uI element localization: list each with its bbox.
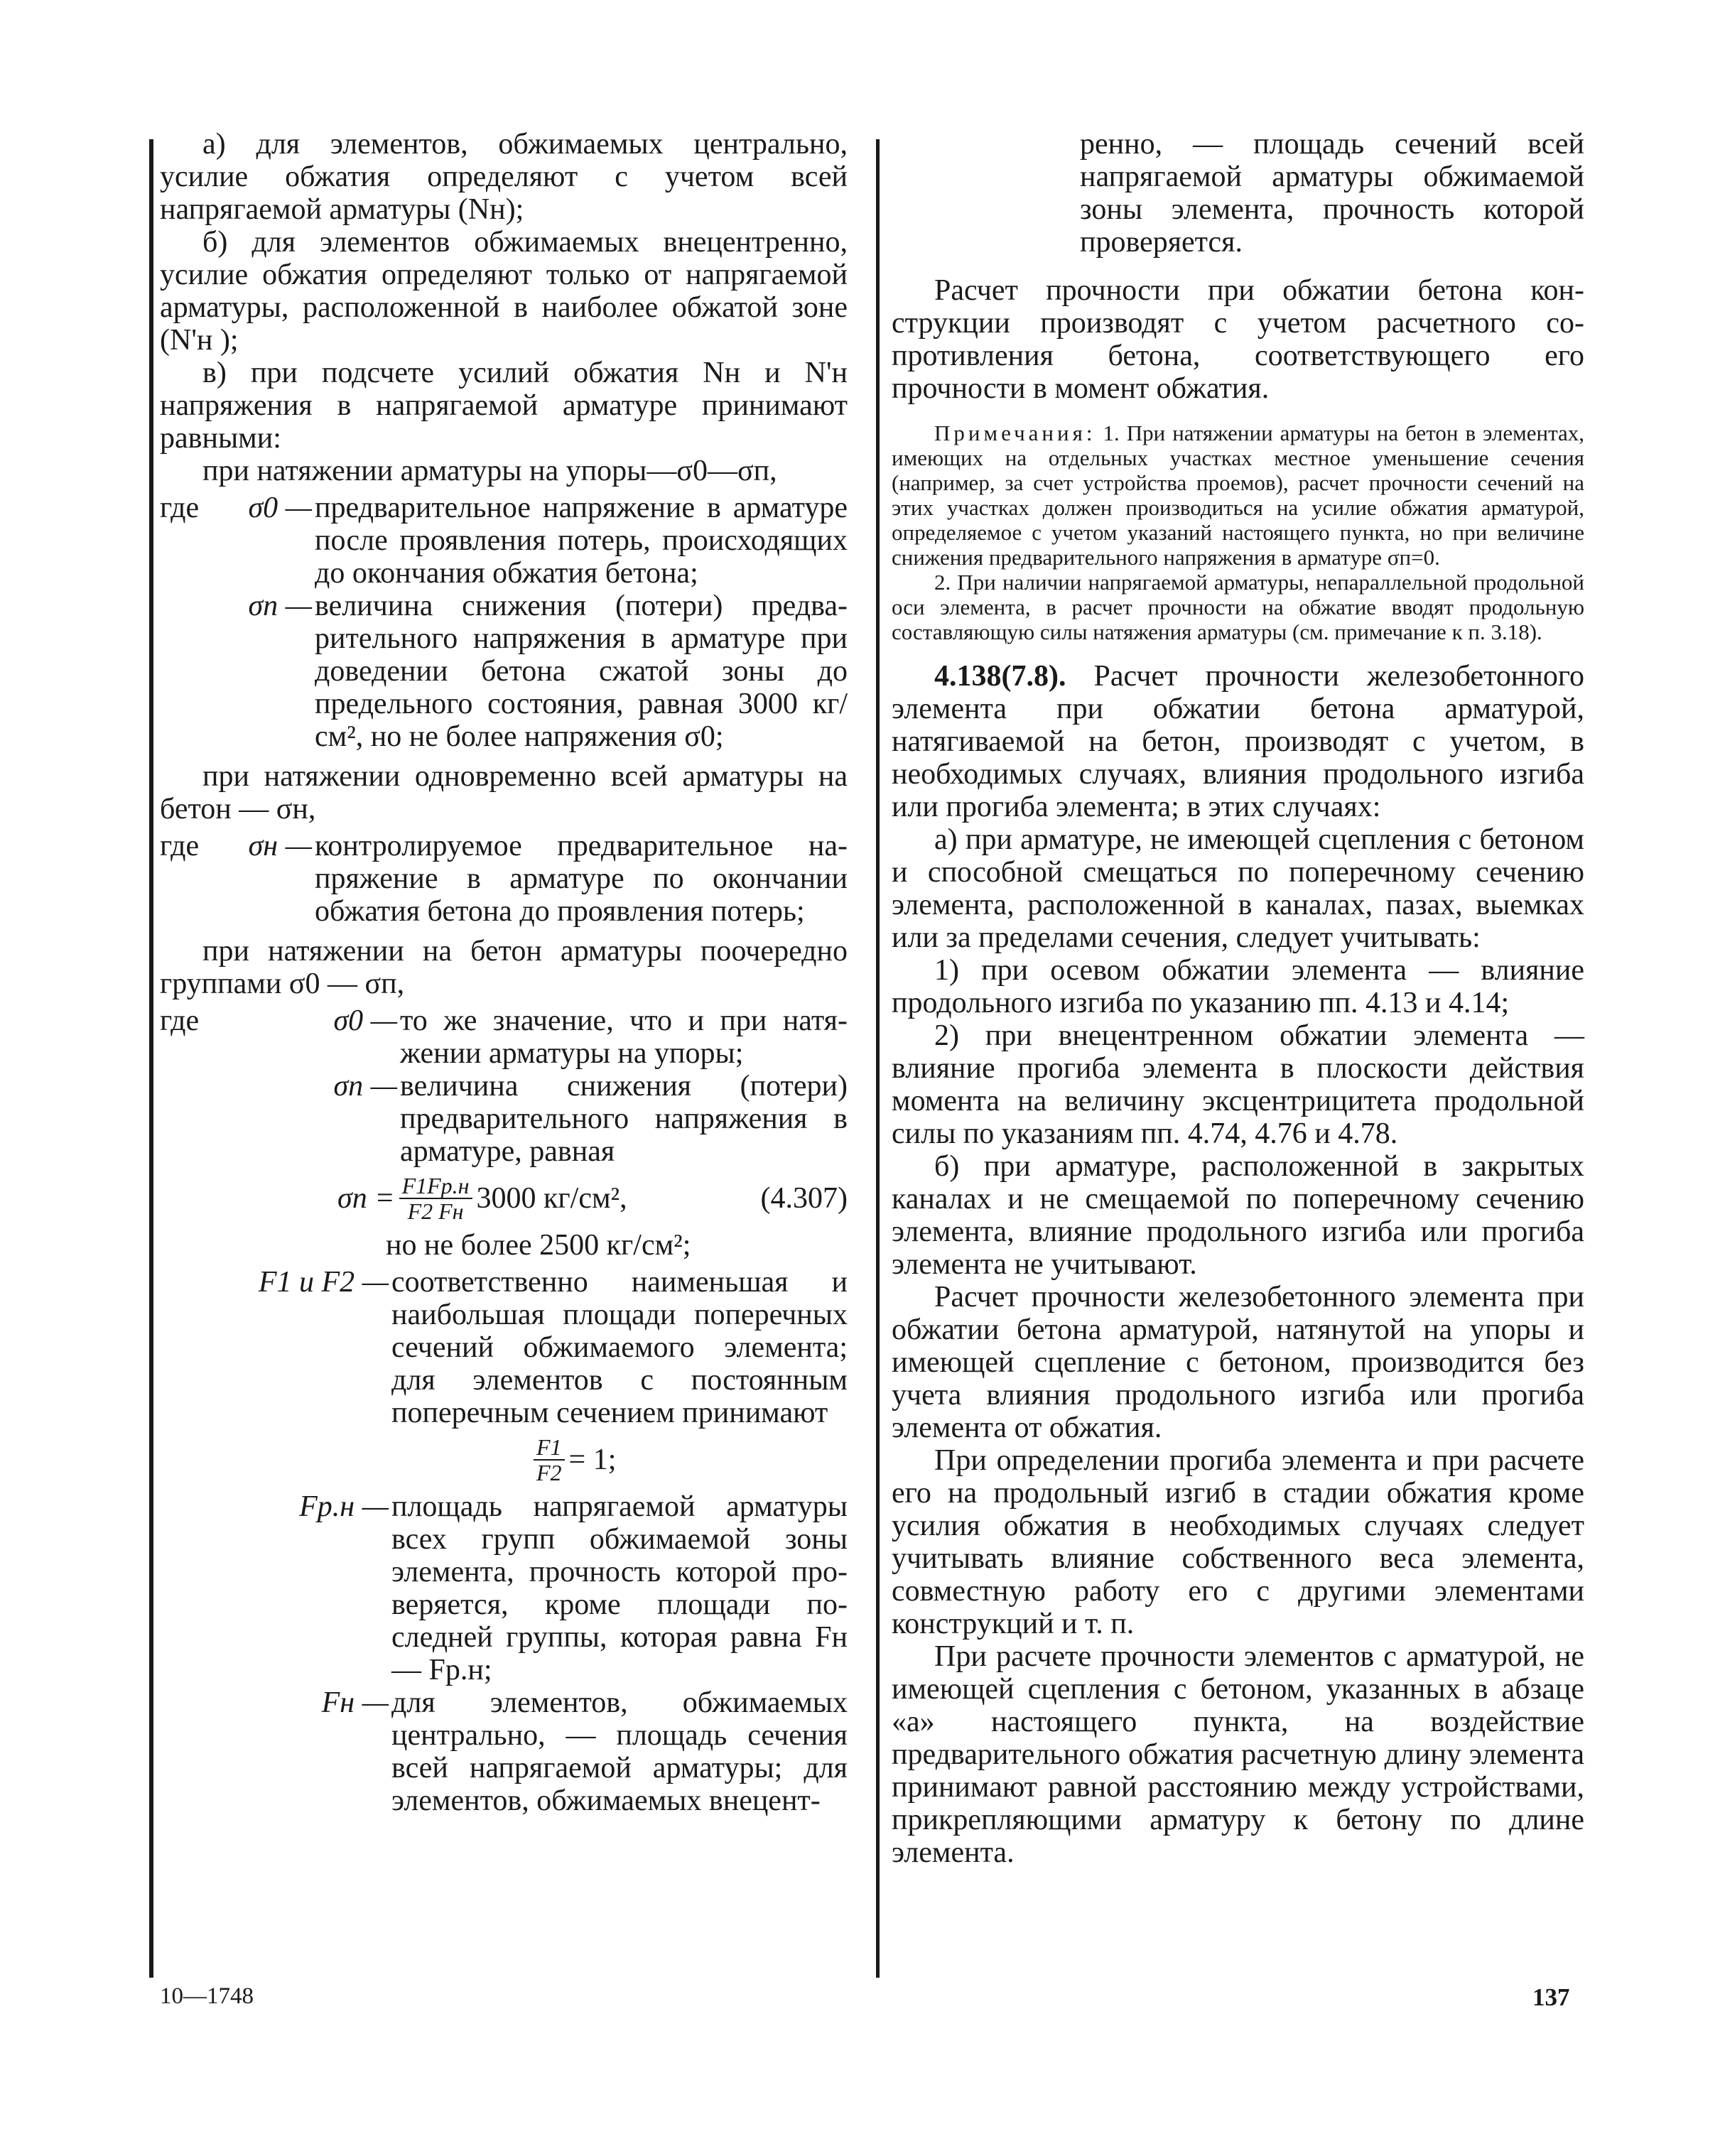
definition-list — [160, 1266, 848, 1429]
definition-symbol: σ0 — — [248, 492, 312, 524]
definition-text: предварительное напряжение в арматуре после проявления потерь, происходящих до окончания обжатия бетона; — [315, 492, 848, 590]
definition-list — [160, 492, 848, 753]
paragraph: а) для элементов, обжимаемых центрально, усилие обжатия определяют с учетом всей напрягаемой арматуры (Nн); — [160, 128, 848, 226]
notes-heading: Примечания: — [934, 421, 1096, 445]
definition-list — [160, 1004, 848, 1168]
paragraph: Расчет прочности железобетонного элемента при обжатии бетона арматурой, натянутой на упоры и имеющей сцепление с бетоном, производится без учета влияния продольного изгиба или прогиба элемента от обжатия. — [892, 1281, 1584, 1444]
formula-rhs: 3000 кг/см², — [476, 1182, 627, 1215]
definition-symbol: Fн — — [321, 1686, 389, 1719]
left-margin-rule — [149, 139, 153, 1978]
section-paragraph — [892, 660, 1584, 823]
definition-symbol: σ0 — — [333, 1004, 397, 1037]
print-code: 10—1748 — [160, 1983, 254, 2009]
fraction-denominator: F2 Fн — [407, 1198, 464, 1224]
notes-block — [892, 421, 1584, 644]
paragraph: 2) при внецентренном обжатии элемента — влияние прогиба элемента в плоскости действия момента на величину эксцентрицитета продольной силы по указаниям пп. 4.74, 4.76 и 4.78. — [892, 1019, 1584, 1150]
definition-symbol: Fр.н — — [299, 1490, 389, 1523]
note-1 — [892, 421, 1584, 570]
paragraph: в) при подсчете усилий обжатия Nн и N'н напряжения в напрягаемой арматуре принимают равными: — [160, 357, 848, 455]
fraction-denominator: F2 — [536, 1460, 562, 1485]
paragraph: б) при арматуре, расположенной в закрытых каналах и не смещаемой по поперечному сечению элемента, влияние продольного изгиба или прогиба элемента не учитывают. — [892, 1150, 1584, 1281]
definition-text: для элементов, обжимаемых центрально, — площадь сечения всей напрягаемой арматуры; для элементов, обжимаемых внецент- — [391, 1686, 848, 1817]
note-2: 2. При наличии напрягаемой арматуры, непараллельной продольной оси элемента, в расчет прочности на обжатие вводят продольную составляющую силы натяжения арматуры (см. примечание к п. 3.18). — [892, 570, 1584, 644]
formula-rhs: = 1; — [568, 1443, 617, 1476]
right-column — [892, 128, 1584, 1869]
formula-fraction — [534, 1435, 565, 1485]
paragraph: При расчете прочности элементов с арматурой, не имеющей сцепления с бетоном, указанных в абзаце «а» настоящего пункта, на воздействие предварительного обжатия расчетную длину элемента принимают равной расстоянию между устройствами, прикрепляющими арматуру к бетону по длине элемента. — [892, 1640, 1584, 1869]
column-divider-rule — [876, 139, 880, 1978]
section-number: 4.138(7.8). — [934, 660, 1066, 693]
definition-symbol: σн — — [248, 830, 312, 862]
definition-text: то же значение, что и при натяжении арматуры на упоры; — [400, 1004, 848, 1070]
formula-number: (4.307) — [760, 1182, 848, 1215]
paragraph: а) при арматуре, не имеющей сцепления с бетоном и способной смещаться по поперечному сечению элемента, расположенной в каналах, пазах, выемках или за пределами сечения, следует учитывать: — [892, 823, 1584, 954]
paragraph: 1) при осевом обжатии элемента — влияние продольного изгиба по указанию пп. 4.13 и 4.14; — [892, 954, 1584, 1019]
section-text: Расчет прочности железобетонного элемента при обжатии бетона арматурой, натягиваемой на бетон, производят с учетом, в необходимых случаях, влияния продольного изгиба или прогиба элемента; в этих случаях: — [892, 660, 1584, 823]
definition-list — [160, 830, 848, 928]
where-label: где — [160, 830, 200, 862]
where-label: где — [160, 1004, 200, 1037]
page-number: 137 — [1532, 1983, 1570, 2011]
definition-symbol: σп — — [333, 1070, 397, 1103]
paragraph: при натяжении на бетон арматуры поочередно группами σ0 — σп, — [160, 935, 848, 1000]
definition-text: величина снижения (потери) предварительного напряжения в арматуре, равная — [400, 1070, 848, 1168]
left-column — [160, 128, 848, 1817]
paragraph: при натяжении арматуры на упоры—σ0—σп, — [202, 455, 777, 487]
paragraph: при натяжении одновременно всей арматуры на бетон — σн, — [160, 760, 848, 825]
definition-text: контролируемое предварительное напряжение в арматуре по окончании обжатия бетона до проявления потерь; — [315, 830, 848, 928]
definition-text: площадь напрягаемой арматуры всех групп обжимаемой зоны элемента, прочность которой проверяется, кроме площади последней группы, которая равна Fн — Fр.н; — [391, 1490, 848, 1686]
formula-ratio — [160, 1435, 848, 1485]
fraction-numerator: F1Fр.н — [399, 1174, 472, 1199]
continued-definition: ренно, — площадь сечений всей напрягаемой арматуры обжимаемой зоны элемента, прочность которой проверяется. — [1080, 128, 1584, 259]
note-text: 1. При натяжении арматуры на бетон в элементах, имеющих на отдельных участках местное уменьшение сечения (например, за счет устройства проемов), расчет прочности сечений на этих участках должен производиться на усилие обжатия арматурой, определяемое с учетом указаний настоящего пункта, но при величине снижения предварительного напряжения в арматуре σп=0. — [892, 421, 1584, 570]
paragraph: б) для элементов обжимаемых внецентренно, усилие обжатия определяют только от напрягаемой арматуры, расположенной в наиболее обжатой зоне (N'н ); — [160, 226, 848, 357]
paragraph: При определении прогиба элемента и при расчете его на продольный изгиб в стадии обжатия кроме усилия обжатия в необходимых случаях следует учитывать влияние собственного веса элемента, совместную работу его с другими элементами конструкций и т. п. — [892, 1444, 1584, 1640]
formula-note: но не более 2500 кг/см²; — [386, 1229, 691, 1262]
formula-lhs: σп = — [337, 1182, 395, 1215]
formula-4-307 — [160, 1174, 848, 1223]
where-label: где — [160, 492, 200, 524]
definition-text: соответственно наименьшая и наибольшая площади поперечных сечений обжимаемого элемента; для элементов с постоянным поперечным сечением принимают — [391, 1266, 848, 1429]
fraction-numerator: F1 — [534, 1435, 565, 1461]
paragraph: Расчет прочности при обжатии бетона конструкции производят с учетом расчетного сопротивления бетона, соответствующего его прочности в момент обжатия. — [892, 274, 1584, 405]
formula-fraction — [399, 1174, 472, 1223]
definition-list — [160, 1490, 848, 1817]
definition-text: величина снижения (потери) предварительного напряжения в арматуре при доведении бетона сжатой зоны до предельного состояния, равная 3000 кг/см², но не более напряжения σ0; — [315, 590, 848, 753]
definition-symbol: σп — — [248, 590, 312, 622]
definition-symbol: F1 и F2 — — [258, 1266, 389, 1299]
